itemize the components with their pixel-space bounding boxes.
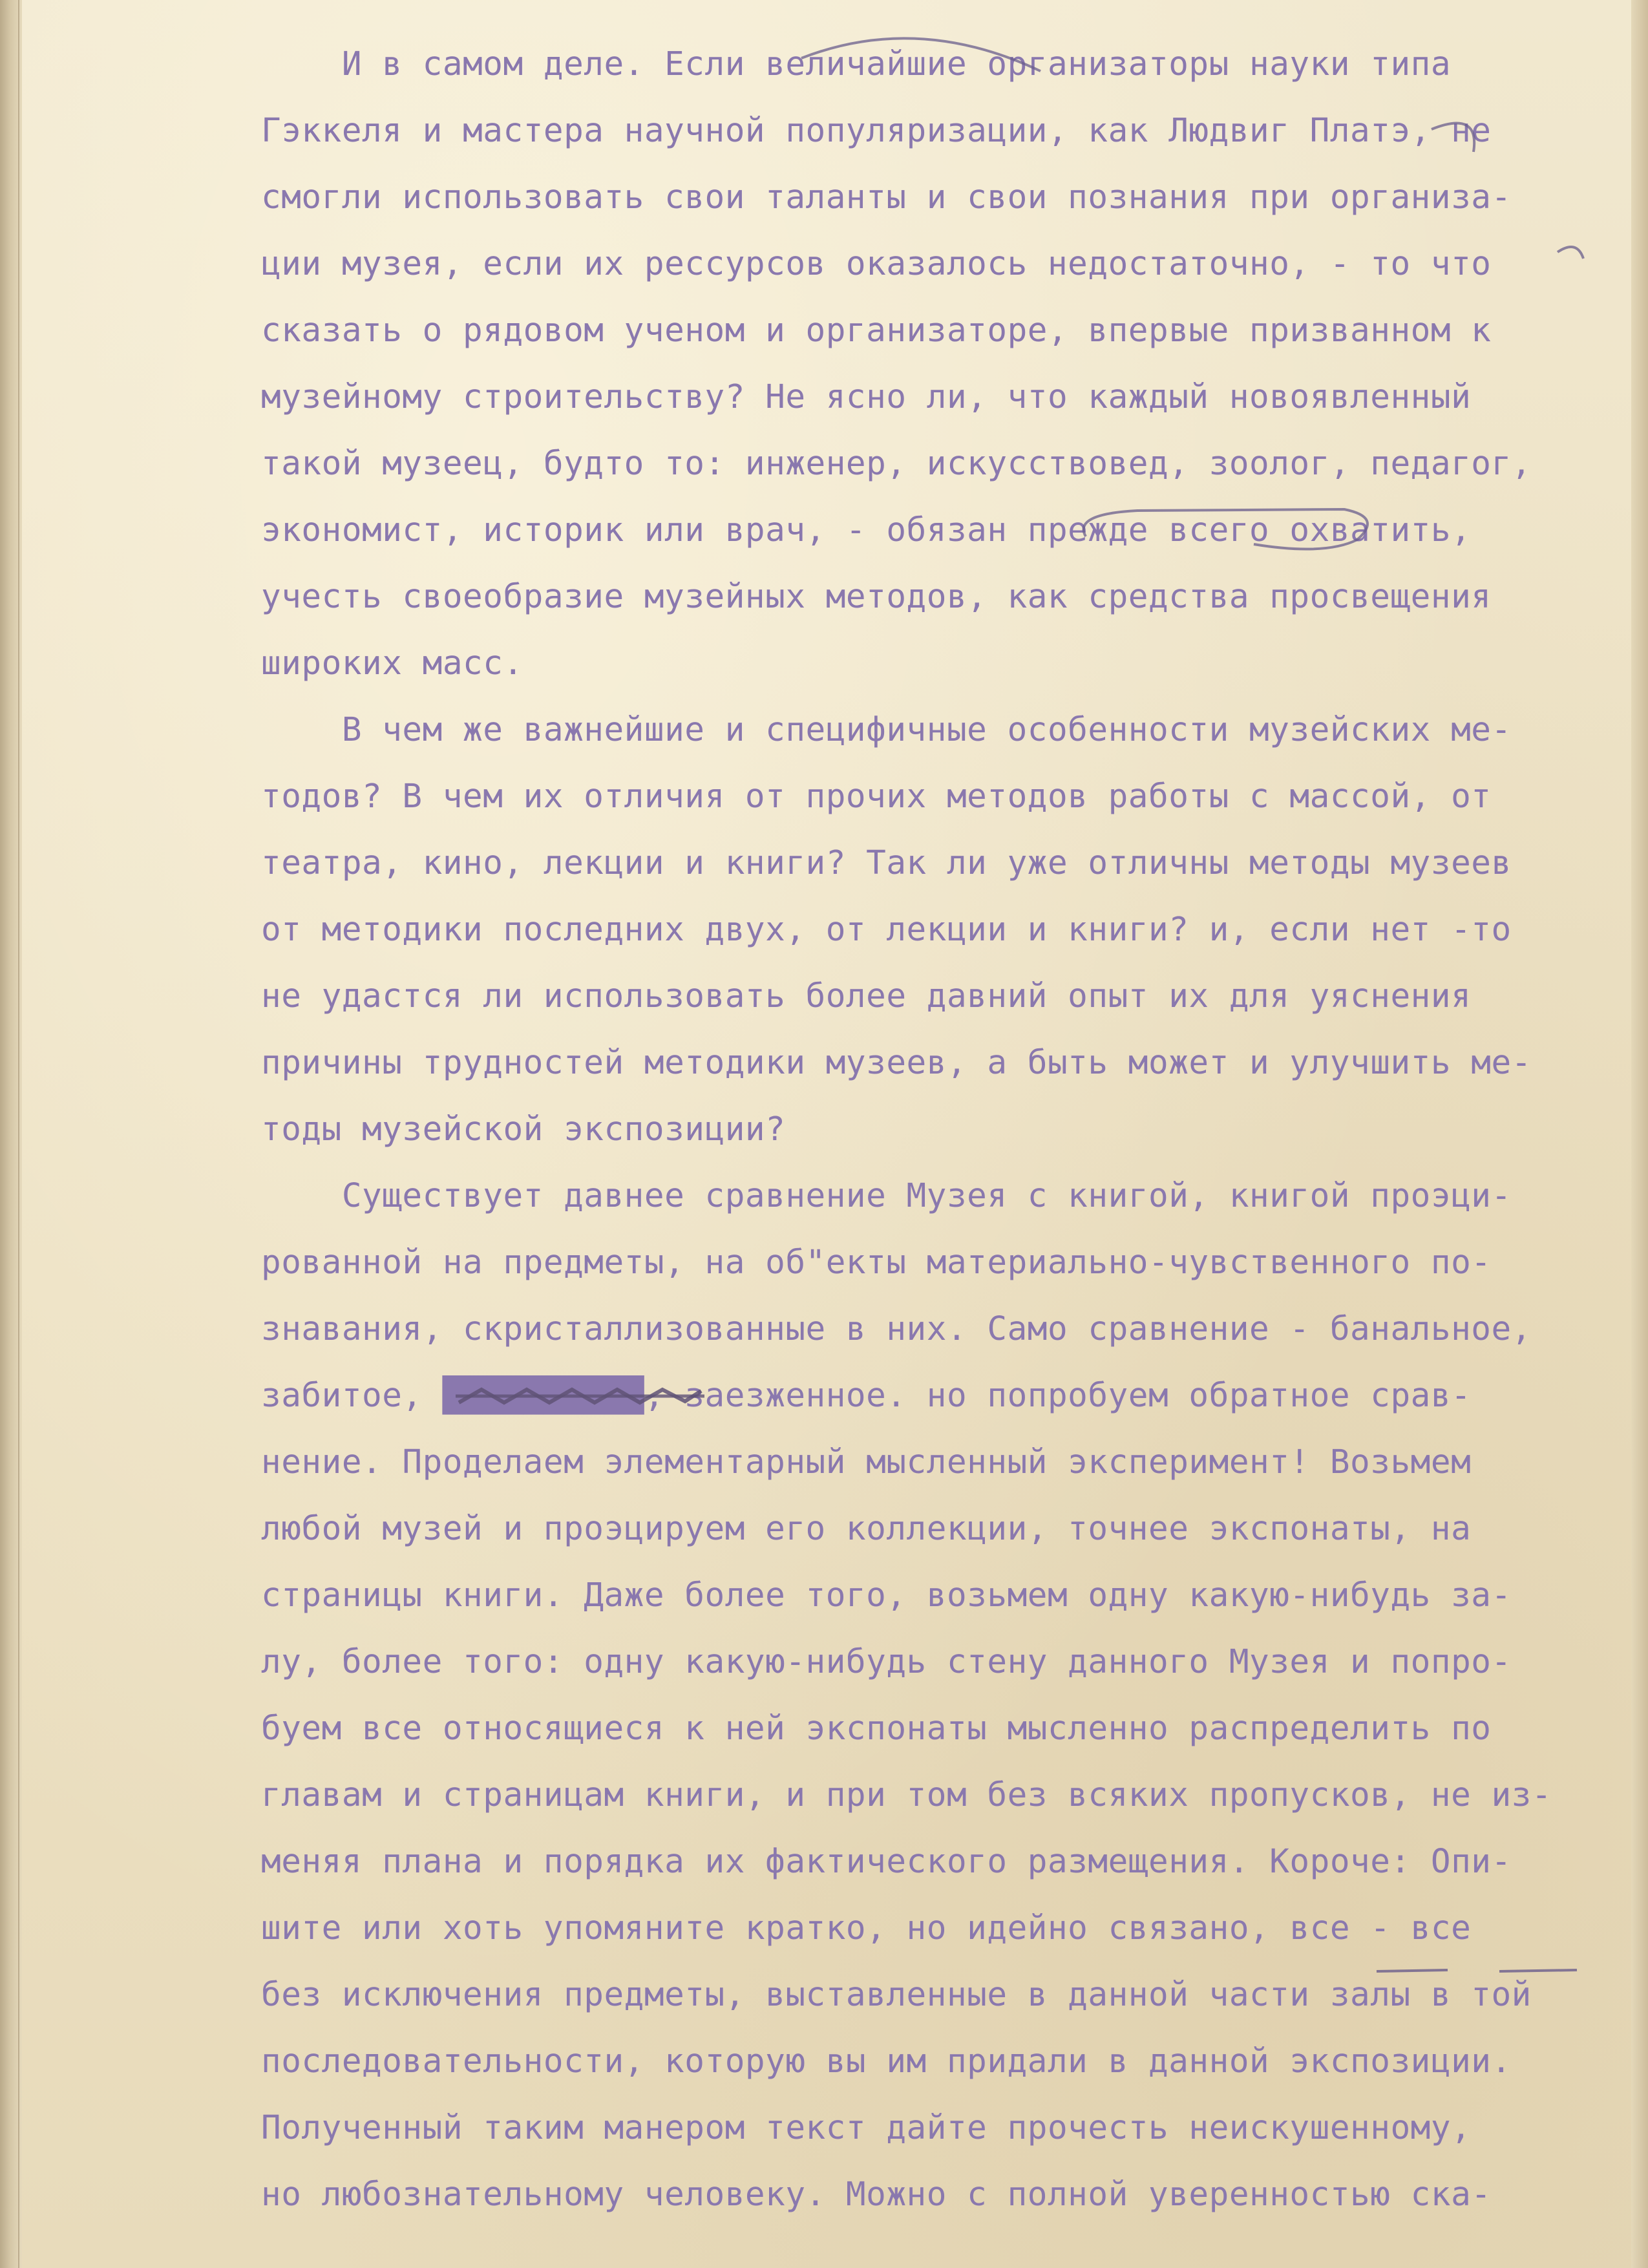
- text-line-31: последовательности, которую вы им придали в данной экспозиции.: [261, 2042, 1512, 2081]
- text-line-29: шите или хоть упомяните кратко, но идейно связано, все - все: [261, 1909, 1472, 1947]
- text-line-10: широких масс.: [261, 644, 523, 683]
- text-line-33: но любознательному человеку. Можно с полной уверенностью ска-: [261, 2176, 1492, 2214]
- text-line-13: театра, кино, лекции и книги? Так ли уже отличны методы музеев: [261, 844, 1512, 882]
- text-line-3: смогли использовать свои таланты и свои познания при организа-: [261, 178, 1512, 217]
- text-line-30: без исключения предметы, выставленные в данной части залы в той: [261, 1976, 1532, 2014]
- text-line-14: от методики последних двух, от лекции и книги? и, если нет -то: [261, 911, 1512, 949]
- text-line-6: музейному строительству? Не ясно ли, что каждый новоявленный: [261, 378, 1472, 416]
- text-line-7: такой музеец, будто то: инженер, искусствовед, зоолог, педагог,: [261, 445, 1532, 483]
- text-line-8: экономист, историк или врач, - обязан прежде всего охватить,: [261, 511, 1472, 549]
- text-line-16: причины трудностей методики музеев, а быть может и улучшить ме-: [261, 1044, 1532, 1082]
- text-line-25: лу, более того: одну какую-нибудь стену данного Музея и попро-: [261, 1643, 1512, 1681]
- text-line-12: тодов? В чем их отличия от прочих методов работы с массой, от: [261, 778, 1492, 816]
- text-line-11: В чем же важнейшие и специфичные особенности музейских ме-: [261, 711, 1512, 749]
- text-line-17: тоды музейской экспозиции?: [261, 1110, 786, 1149]
- text-line-19: рованной на предметы, на об"екты материально-чувственного по-: [261, 1244, 1492, 1282]
- text-line-18: Существует давнее сравнение Музея с книгой, книгой проэци-: [261, 1177, 1512, 1215]
- page-left-edge: [0, 0, 22, 2268]
- text-line-9: учесть своеобразие музейных методов, как средства просвещения: [261, 578, 1492, 616]
- text-line-28: меняя плана и порядка их фактического размещения. Короче: Опи-: [261, 1843, 1512, 1881]
- text-line-21: забитое, ██████████, заезженное. но попробуем обратное срав-: [261, 1377, 1472, 1415]
- text-line-32: Полученный таким манером текст дайте прочесть неискушенному,: [261, 2109, 1472, 2147]
- text-line-26: буем все относящиеся к ней экспонаты мысленно распределить по: [261, 1710, 1492, 1748]
- text-line-2: Гэккеля и мастера научной популяризации, как Людвиг Платэ, не: [261, 112, 1492, 150]
- text-line-27: главам и страницам книги, и при том без всяких пропусков, не из-: [261, 1776, 1552, 1814]
- text-line-4: ции музея, если их рессурсов оказалось недостаточно, - то что: [261, 245, 1492, 283]
- page-right-edge: [1631, 0, 1648, 2268]
- text-line-1: И в самом деле. Если величайшие организаторы науки типа: [261, 45, 1452, 83]
- text-line-5: сказать о рядовом ученом и организаторе, впервые призванном к: [261, 312, 1492, 350]
- text-line-20: знавания, скристаллизованные в них. Само сравнение - банальное,: [261, 1310, 1532, 1348]
- text-line-24: страницы книги. Даже более того, возьмем одну какую-нибудь за-: [261, 1576, 1512, 1615]
- text-line-15: не удастся ли использовать более давний опыт их для уяснения: [261, 977, 1472, 1015]
- text-line-22: нение. Проделаем элементарный мысленный эксперимент! Возьмем: [261, 1443, 1472, 1481]
- text-line-23: любой музей и проэцируем его коллекции, точнее экспонаты, на: [261, 1510, 1472, 1548]
- pencil-hook-mark: [1558, 247, 1583, 259]
